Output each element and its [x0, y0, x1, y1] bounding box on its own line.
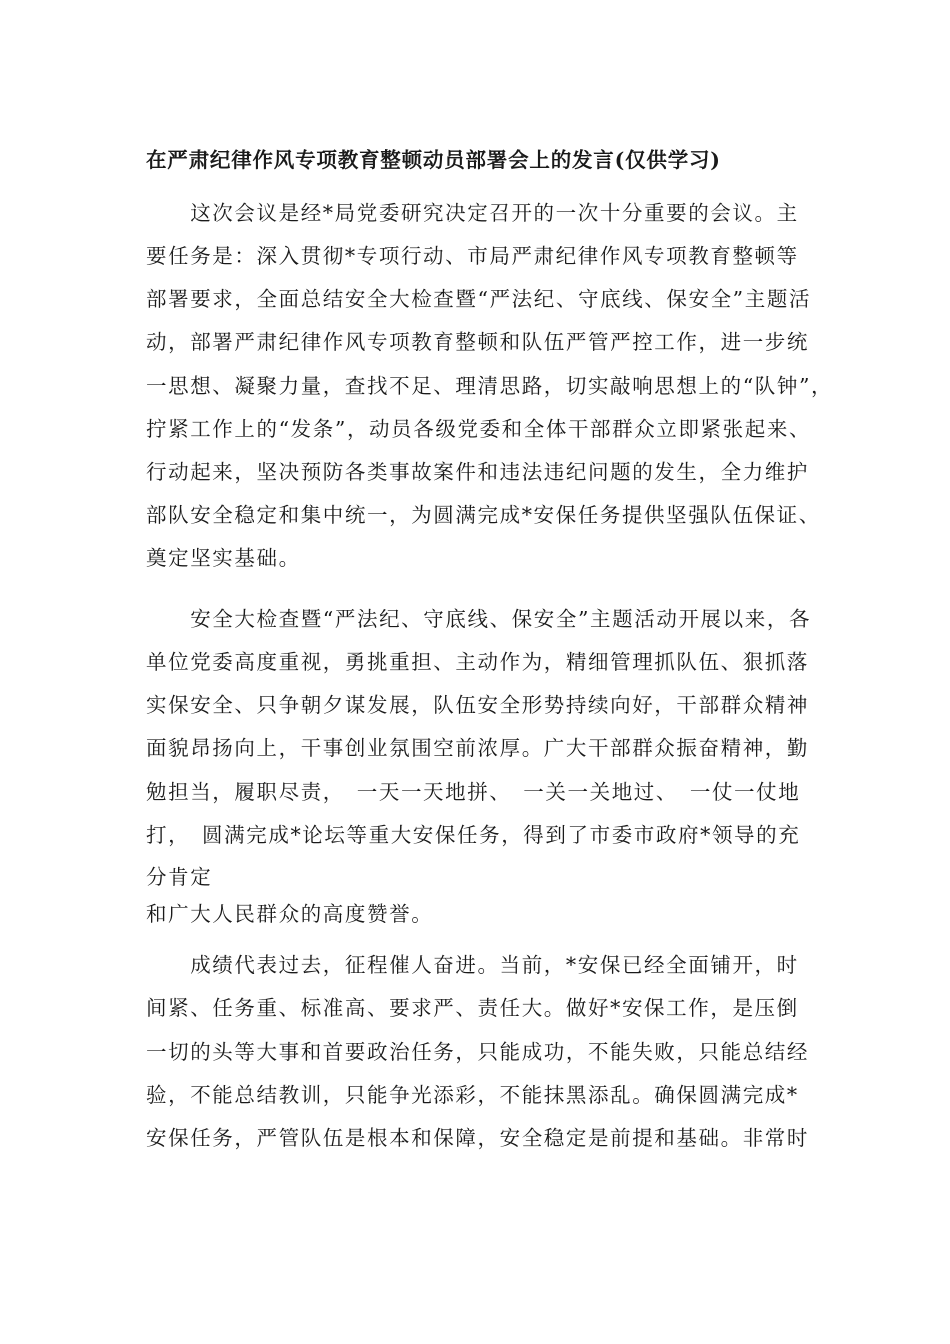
paragraph-3-line-4: 验，不能总结教训，只能争光添彩，不能抹黑添乱。确保圆满完成* [146, 1083, 799, 1107]
paragraph-1-line-6: 拧紧工作上的“发条”，动员各级党委和全体干部群众立即紧张起来、 [146, 417, 812, 441]
paragraph-3-line-1: 成绩代表过去，征程催人奋进。当前，*安保已经全面铺开，时 [146, 953, 799, 977]
paragraph-1-line-3: 部署要求，全面总结安全大检查暨“严法纪、守底线、保安全”主题活 [146, 287, 812, 311]
paragraph-2-line-1: 安全大检查暨“严法纪、守底线、保安全”主题活动开展以来，各 [146, 607, 812, 631]
paragraph-1-line-5: 一思想、凝聚力量，查找不足、理清思路，切实敲响思想上的“队钟”， [146, 374, 834, 398]
paragraph-2-line-8: 和广大人民群众的高度赞誉。 [146, 902, 434, 926]
paragraph-1-line-1: 这次会议是经*局党委研究决定召开的一次十分重要的会议。主 [146, 201, 799, 225]
paragraph-2-line-7: 分肯定 [146, 865, 213, 889]
paragraph-3-line-2: 间紧、任务重、标准高、要求严、责任大。做好*安保工作，是压倒 [146, 996, 799, 1020]
paragraph-2-line-4: 面貌昂扬向上，干事创业氛围空前浓厚。广大干部群众振奋精神，勤 [146, 736, 809, 760]
paragraph-1-line-9: 奠定坚实基础。 [146, 546, 301, 570]
paragraph-1-line-2: 要任务是：深入贯彻*专项行动、市局严肃纪律作风专项教育整顿等 [146, 244, 799, 268]
paragraph-1-line-8: 部队安全稳定和集中统一，为圆满完成*安保任务提供坚强队伍保证、 [146, 503, 821, 527]
paragraph-3-line-5: 安保任务，严管队伍是根本和保障，安全稳定是前提和基础。非常时 [146, 1126, 809, 1150]
paragraph-1-line-4: 动，部署严肃纪律作风专项教育整顿和队伍严管严控工作，进一步统 [146, 330, 809, 354]
paragraph-3-line-3: 一切的头等大事和首要政治任务，只能成功，不能失败，只能总结经 [146, 1040, 809, 1064]
paragraph-2-line-2: 单位党委高度重视，勇挑重担、主动作为，精细管理抓队伍、狠抓落 [146, 650, 809, 674]
paragraph-1-line-7: 行动起来，坚决预防各类事故案件和违法违纪问题的发生，全力维护 [146, 460, 809, 484]
paragraph-2-line-5: 勉担当，履职尽责， 一天一天地拼、 一关一关地过、 一仗一仗地 [146, 780, 801, 804]
paragraph-2-line-6: 打， 圆满完成*论坛等重大安保任务，得到了市委市政府*领导的充 [146, 823, 801, 847]
document-title: 在严肃纪律作风专项教育整顿动员部署会上的发言(仅供学习) [146, 148, 721, 172]
paragraph-2-line-3: 实保安全、只争朝夕谋发展，队伍安全形势持续向好，干部群众精神 [146, 693, 809, 717]
